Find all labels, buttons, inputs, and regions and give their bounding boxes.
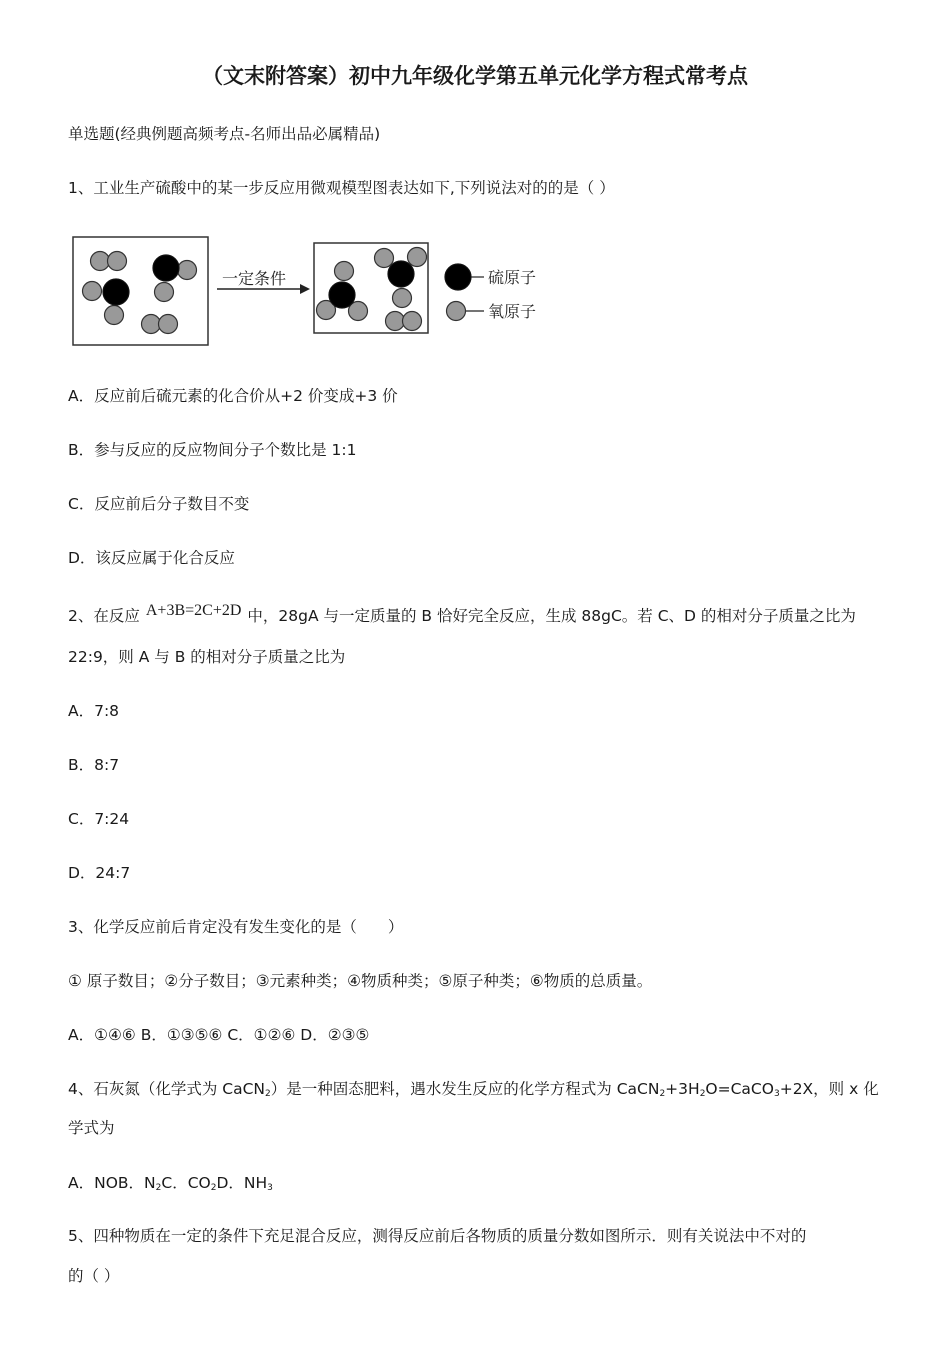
sulfur-atom (329, 282, 355, 308)
subscript: 2 (265, 1089, 271, 1099)
q4-text: O=CaCO (705, 1080, 774, 1098)
oxygen-atom (105, 306, 124, 325)
page-title: （文末附答案）初中九年级化学第五单元化学方程式常考点 (202, 64, 748, 88)
oxygen-atom (403, 312, 422, 331)
q1-option-b: B．参与反应的反应物间分子个数比是 1:1 (68, 441, 357, 459)
sulfur-atom (153, 255, 179, 281)
q4-text: ）是一种固态肥料，遇水发生反应的化学方程式为 CaCN (270, 1080, 660, 1098)
subscript: 2 (699, 1089, 706, 1099)
subscript: 3 (773, 1089, 780, 1099)
q1-option-d: D．该反应属于化合反应 (68, 549, 235, 567)
oxygen-atom (178, 261, 197, 280)
legend-sulfur-icon (445, 264, 471, 290)
q4-option-a: A．NO (68, 1174, 118, 1192)
legend-oxygen-icon (447, 302, 466, 321)
oxygen-atom (142, 315, 161, 334)
q1-option-a: A．反应前后硫元素的化合价从+2 价变成+3 价 (68, 387, 398, 405)
q2-prefix: 2、在反应 (68, 607, 140, 625)
legend-oxygen-label: 氧原子 (488, 302, 537, 321)
oxygen-atom (159, 315, 178, 334)
question-3-stem: 3、化学反应前后肯定没有发生变化的是（ ） (68, 918, 404, 936)
question-4-line2: 学式为 (68, 1119, 115, 1137)
q2-equation: A+3B=2C+2D (145, 602, 242, 619)
sulfur-atom (103, 279, 129, 305)
q1-option-c: C．反应前后分子数目不变 (68, 495, 250, 513)
oxygen-atom (393, 289, 412, 308)
oxygen-atom (108, 252, 127, 271)
oxygen-atom (91, 252, 110, 271)
question-5-stem: 5、四种物质在一定的条件下充足混合反应，测得反应前后各物质的质量分数如图所示．则有关说法中不对的 (68, 1227, 807, 1245)
section-heading: 单选题(经典例题高频考点-名师出品必属精品) (68, 125, 381, 143)
q2-option-c: C．7:24 (68, 810, 130, 828)
q4-text: 4、石灰氮（化学式为 CaCN (68, 1080, 266, 1098)
molecule-reaction-diagram (70, 234, 560, 348)
sulfur-atom (388, 261, 414, 287)
q2-suffix: 中，28gA 与一定质量的 B 恰好完全反应，生成 88gC。若 C、D 的相对分子质量之比为 (247, 607, 856, 625)
question-3-options: A．①④⑥ B．①③⑤⑥ C．①②⑥ D．②③⑤ (68, 1026, 370, 1044)
subscript: 2 (659, 1089, 666, 1099)
q4-option-b: B．N (117, 1174, 156, 1192)
arrow-label: 一定条件 (222, 269, 287, 288)
oxygen-atom (408, 248, 427, 267)
subscript: 3 (267, 1183, 273, 1193)
q2-option-a: A．7:8 (68, 702, 120, 720)
question-3-items: ① 原子数目；②分子数目；③元素种类；④物质种类；⑤原子种类；⑥物质的总质量。 (68, 972, 653, 990)
legend-sulfur-label: 硫原子 (488, 268, 537, 287)
oxygen-atom (155, 283, 174, 302)
q2-option-b: B．8:7 (68, 756, 120, 774)
subscript: 2 (210, 1183, 217, 1193)
q4-option-d: D．NH (216, 1174, 268, 1192)
oxygen-atom (335, 262, 354, 281)
question-4-options (68, 1172, 273, 1199)
q4-option-c: C．CO (161, 1174, 211, 1192)
q2-option-d: D．24:7 (68, 864, 131, 882)
oxygen-atom (386, 312, 405, 331)
question-5-line2: 的（ ） (68, 1267, 120, 1285)
question-4-stem (68, 1078, 879, 1105)
oxygen-atom (83, 282, 102, 301)
question-1-stem: 1、工业生产硫酸中的某一步反应用微观模型图表达如下,下列说法对的的是（ ） (68, 179, 615, 197)
arrow-head-icon (300, 284, 310, 294)
oxygen-atom (375, 249, 394, 268)
question-2-line2: 22:9，则 A 与 B 的相对分子质量之比为 (68, 648, 346, 666)
q4-text: +2X，则 x 化 (779, 1080, 879, 1098)
subscript: 2 (155, 1183, 162, 1193)
q4-text: +3H (665, 1080, 700, 1098)
question-2-stem (68, 602, 856, 628)
